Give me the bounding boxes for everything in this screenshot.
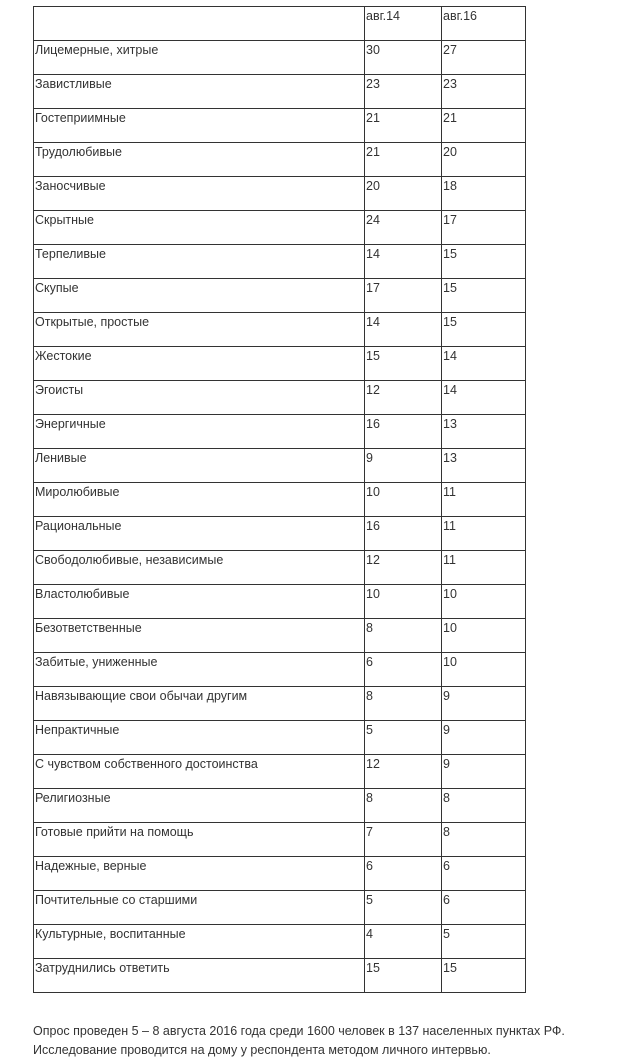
row-aug14-cell [365, 891, 442, 925]
row-aug14-cell [365, 347, 442, 381]
row-aug14-text: 5 [366, 893, 373, 907]
table-row [34, 721, 526, 755]
row-aug14-cell [365, 551, 442, 585]
row-aug14-cell [365, 381, 442, 415]
row-aug16-text: 11 [443, 485, 456, 499]
survey-table [33, 6, 526, 993]
row-label-cell [34, 687, 365, 721]
row-label-cell [34, 789, 365, 823]
row-aug16-cell [442, 857, 526, 891]
row-aug16-text: 6 [443, 859, 450, 873]
row-aug16-text: 15 [443, 247, 457, 261]
header-label-text [35, 7, 364, 8]
row-aug16-cell [442, 687, 526, 721]
row-label-cell [34, 245, 365, 279]
row-aug14-text: 14 [366, 315, 380, 329]
row-aug16-text: 17 [443, 213, 457, 227]
row-aug14-cell [365, 823, 442, 857]
row-aug14-cell [365, 313, 442, 347]
row-aug14-text: 6 [366, 859, 373, 873]
row-aug16-cell [442, 143, 526, 177]
row-aug16-cell [442, 177, 526, 211]
table-row [34, 823, 526, 857]
row-aug16-cell [442, 551, 526, 585]
row-label-text: Затруднились ответить [35, 961, 170, 975]
row-aug14-text: 10 [366, 587, 380, 601]
row-aug14-text: 17 [366, 281, 380, 295]
row-label-cell [34, 177, 365, 211]
row-label-text: Ленивые [35, 451, 87, 465]
row-label-text: Свободолюбивые, независимые [35, 553, 224, 567]
row-aug14-text: 12 [366, 553, 380, 567]
row-aug14-text: 8 [366, 791, 373, 805]
table-row [34, 211, 526, 245]
row-aug16-cell [442, 891, 526, 925]
row-aug14-cell [365, 41, 442, 75]
row-aug14-cell [365, 449, 442, 483]
row-aug16-text: 6 [443, 893, 450, 907]
row-label-cell [34, 755, 365, 789]
row-aug16-text: 10 [443, 655, 457, 669]
table-row [34, 755, 526, 789]
row-label-text: Религиозные [35, 791, 111, 805]
row-aug14-text: 5 [366, 723, 373, 737]
row-aug16-text: 20 [443, 145, 457, 159]
row-aug14-cell [365, 653, 442, 687]
header-aug16-text: авг.16 [443, 9, 478, 23]
row-aug14-text: 16 [366, 417, 380, 431]
row-label-cell [34, 857, 365, 891]
row-aug14-cell [365, 585, 442, 619]
row-label-cell [34, 823, 365, 857]
row-aug16-text: 13 [443, 417, 457, 431]
row-aug16-cell [442, 415, 526, 449]
row-aug14-text: 15 [366, 961, 380, 975]
row-aug16-cell [442, 517, 526, 551]
row-label-text: Навязывающие свои обычаи другим [35, 689, 248, 703]
row-aug16-cell [442, 721, 526, 755]
table-row [34, 925, 526, 959]
row-label-cell [34, 653, 365, 687]
row-label-text: Почтительные со старшими [35, 893, 198, 907]
row-label-text: Готовые прийти на помощь [35, 825, 194, 839]
row-label-cell [34, 75, 365, 109]
table-row [34, 483, 526, 517]
row-aug14-text: 21 [366, 111, 380, 125]
row-aug14-cell [365, 755, 442, 789]
table-row [34, 41, 526, 75]
row-label-cell [34, 721, 365, 755]
row-aug16-text: 10 [443, 587, 457, 601]
table-row [34, 857, 526, 891]
row-label-cell [34, 551, 365, 585]
row-aug16-cell [442, 75, 526, 109]
row-aug16-cell [442, 755, 526, 789]
row-label-cell [34, 619, 365, 653]
row-aug14-text: 12 [366, 383, 380, 397]
table-row [34, 143, 526, 177]
row-aug16-text: 8 [443, 825, 450, 839]
row-aug14-text: 8 [366, 621, 373, 635]
row-label-cell [34, 109, 365, 143]
table-row [34, 619, 526, 653]
row-aug16-cell [442, 483, 526, 517]
row-aug14-text: 9 [366, 451, 373, 465]
row-aug14-text: 20 [366, 179, 380, 193]
row-label-cell [34, 517, 365, 551]
table-row [34, 381, 526, 415]
table-row [34, 449, 526, 483]
row-aug16-cell [442, 925, 526, 959]
table-row [34, 415, 526, 449]
row-aug14-cell [365, 619, 442, 653]
row-label-text: Миролюбивые [35, 485, 120, 499]
row-aug16-cell [442, 959, 526, 993]
row-aug14-cell [365, 517, 442, 551]
row-label-cell [34, 381, 365, 415]
row-aug16-text: 9 [443, 757, 450, 771]
table-row [34, 109, 526, 143]
row-aug14-text: 6 [366, 655, 373, 669]
survey-note-line-1: Опрос проведен 5 – 8 августа 2016 года среди 1600 человек в 137 населенных пунктах РФ. [33, 1024, 565, 1038]
row-aug16-text: 5 [443, 927, 450, 941]
row-aug16-text: 11 [443, 519, 456, 533]
row-aug16-text: 10 [443, 621, 457, 635]
row-aug14-cell [365, 75, 442, 109]
row-aug16-text: 23 [443, 77, 457, 91]
row-aug16-cell [442, 211, 526, 245]
row-label-text: Скрытные [35, 213, 94, 227]
row-label-cell [34, 313, 365, 347]
row-aug16-text: 9 [443, 723, 450, 737]
table-row [34, 687, 526, 721]
table-header-row [34, 7, 526, 41]
row-aug16-cell [442, 279, 526, 313]
row-aug14-text: 23 [366, 77, 380, 91]
row-aug14-cell [365, 687, 442, 721]
row-aug14-cell [365, 959, 442, 993]
row-aug16-cell [442, 653, 526, 687]
row-aug16-cell [442, 619, 526, 653]
table-row [34, 585, 526, 619]
row-aug16-text: 13 [443, 451, 457, 465]
row-aug16-text: 18 [443, 179, 457, 193]
table-row [34, 177, 526, 211]
row-aug14-cell [365, 245, 442, 279]
row-label-text: Безответственные [35, 621, 142, 635]
row-label-cell [34, 891, 365, 925]
row-aug16-cell [442, 245, 526, 279]
row-label-text: Завистливые [35, 77, 112, 91]
row-aug14-text: 4 [366, 927, 373, 941]
row-aug14-cell [365, 279, 442, 313]
row-aug16-text: 14 [443, 383, 457, 397]
row-aug14-text: 16 [366, 519, 380, 533]
row-aug16-cell [442, 823, 526, 857]
row-aug14-cell [365, 177, 442, 211]
row-aug16-text: 14 [443, 349, 457, 363]
row-aug14-text: 14 [366, 247, 380, 261]
row-aug16-text: 21 [443, 111, 457, 125]
header-cell-aug14 [365, 7, 442, 41]
row-label-text: Властолюбивые [35, 587, 130, 601]
row-aug16-cell [442, 109, 526, 143]
row-label-text: Энергичные [35, 417, 106, 431]
row-aug14-text: 7 [366, 825, 373, 839]
row-aug16-text: 27 [443, 43, 457, 57]
row-aug16-cell [442, 347, 526, 381]
row-aug14-cell [365, 857, 442, 891]
table-row [34, 279, 526, 313]
row-aug14-text: 12 [366, 757, 380, 771]
row-label-cell [34, 279, 365, 313]
table-row [34, 347, 526, 381]
survey-note-line-2: Исследование проводится на дому у респондента методом личного интервью. [33, 1043, 491, 1057]
row-aug14-cell [365, 721, 442, 755]
row-aug16-text: 11 [443, 553, 456, 567]
row-label-text: Забитые, униженные [35, 655, 158, 669]
row-label-text: Непрактичные [35, 723, 120, 737]
table-row [34, 891, 526, 925]
row-aug16-text: 8 [443, 791, 450, 805]
header-aug14-text: авг.14 [366, 9, 401, 23]
row-aug14-text: 30 [366, 43, 380, 57]
header-cell-aug16 [442, 7, 526, 41]
row-aug16-text: 15 [443, 315, 457, 329]
table-row [34, 245, 526, 279]
row-aug14-cell [365, 211, 442, 245]
row-label-text: Жестокие [35, 349, 92, 363]
row-aug16-text: 15 [443, 281, 457, 295]
row-aug16-cell [442, 381, 526, 415]
row-label-text: Терпеливые [35, 247, 106, 261]
header-cell-label [34, 7, 365, 41]
row-label-cell [34, 211, 365, 245]
row-label-cell [34, 483, 365, 517]
table-body [34, 7, 526, 993]
row-aug14-cell [365, 925, 442, 959]
table-row [34, 313, 526, 347]
table-row [34, 551, 526, 585]
row-aug14-text: 8 [366, 689, 373, 703]
row-label-text: Надежные, верные [35, 859, 147, 873]
row-label-cell [34, 143, 365, 177]
row-aug14-cell [365, 483, 442, 517]
row-label-cell [34, 347, 365, 381]
row-label-text: С чувством собственного достоинства [35, 757, 258, 771]
row-label-cell [34, 415, 365, 449]
row-label-cell [34, 925, 365, 959]
row-aug14-cell [365, 143, 442, 177]
row-label-text: Лицемерные, хитрые [35, 43, 159, 57]
row-aug16-cell [442, 789, 526, 823]
row-aug14-text: 21 [366, 145, 380, 159]
survey-note [33, 1022, 613, 1060]
table-row [34, 75, 526, 109]
table-row [34, 517, 526, 551]
table-row [34, 653, 526, 687]
row-aug16-text: 15 [443, 961, 457, 975]
row-label-text: Рациональные [35, 519, 122, 533]
row-label-text: Гостеприимные [35, 111, 126, 125]
row-label-cell [34, 959, 365, 993]
row-label-cell [34, 585, 365, 619]
row-aug14-text: 15 [366, 349, 380, 363]
row-label-cell [34, 41, 365, 75]
row-aug14-text: 24 [366, 213, 380, 227]
row-label-text: Открытые, простые [35, 315, 150, 329]
row-aug16-cell [442, 585, 526, 619]
row-aug16-cell [442, 41, 526, 75]
row-aug16-text: 9 [443, 689, 450, 703]
row-label-text: Культурные, воспитанные [35, 927, 186, 941]
row-label-text: Заносчивые [35, 179, 106, 193]
row-aug14-cell [365, 109, 442, 143]
row-aug14-text: 10 [366, 485, 380, 499]
row-label-text: Скупые [35, 281, 79, 295]
row-label-text: Эгоисты [35, 383, 84, 397]
row-aug16-cell [442, 313, 526, 347]
row-aug14-cell [365, 415, 442, 449]
row-label-text: Трудолюбивые [35, 145, 122, 159]
row-label-cell [34, 449, 365, 483]
table-row [34, 789, 526, 823]
row-aug14-cell [365, 789, 442, 823]
table-row [34, 959, 526, 993]
row-aug16-cell [442, 449, 526, 483]
